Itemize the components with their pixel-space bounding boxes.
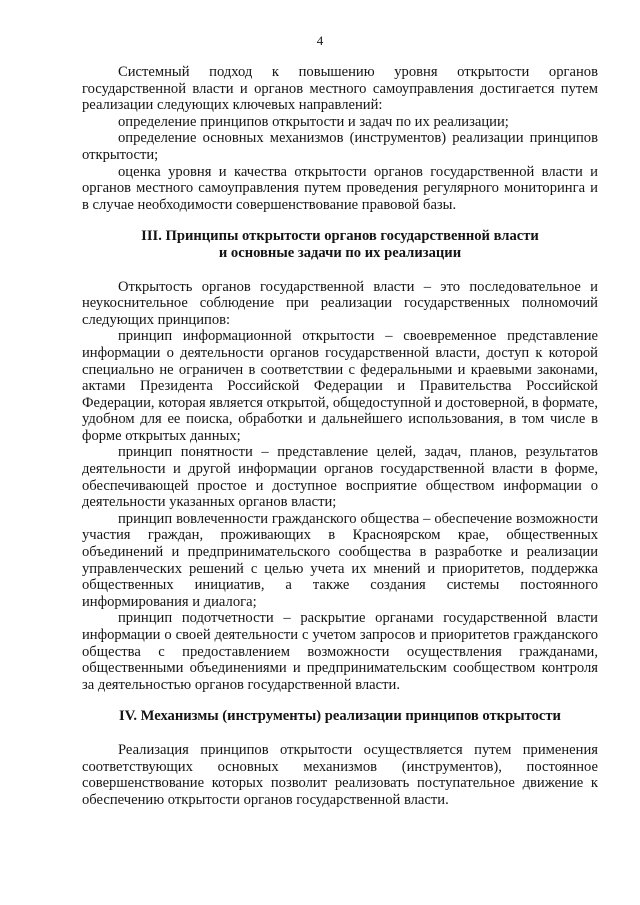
spacer	[82, 213, 598, 228]
section-3-lead-paragraph: Открытость органов государственной власти – это последовательное и неукоснительное соблюдение при реализации государственных полномочий следующих принципов:	[82, 278, 598, 328]
principle-clarity: принцип понятности – представление целей, задач, планов, результатов деятельности и другой информации органов государственной власти в форме, обеспечивающей простое и доступное восприятие обществом информации о деятельности указанных органов власти;	[82, 444, 598, 511]
intro-paragraph: Системный подход к повышению уровня открытости органов государственной власти и органов местного самоуправления достигается путем реализации следующих ключевых направлений:	[82, 64, 598, 114]
spacer	[82, 693, 598, 708]
principle-civil-society-involvement: принцип вовлеченности гражданского общества – обеспечение возможности участия граждан, проживающих в Красноярском крае, общественных объединений и предпринимательского сообщества в разработке и реализации управленческих решений с целью учета их мнений и приоритетов, поддержка общественных инициатив, а также создания системы постоянного информирования и диалога;	[82, 510, 598, 610]
section-4-paragraph: Реализация принципов открытости осуществляется путем применения соответствующих основных механизмов (инструментов), постоянное совершенствование которых позволит реализовать поступательное движение к обеспечению открытости органов государственной власти.	[82, 741, 598, 808]
intro-item-3: оценка уровня и качества открытости органов государственной власти и органов местного самоуправления путем проведения регулярного мониторинга и в случае необходимости совершенствование правовой базы.	[82, 163, 598, 213]
intro-item-2: определение основных механизмов (инструментов) реализации принципов открытости;	[82, 130, 598, 163]
spacer	[82, 725, 598, 742]
section-3-heading	[82, 228, 598, 261]
document-body	[82, 64, 598, 808]
principle-accountability: принцип подотчетности – раскрытие органами государственной власти информации о своей деятельности с учетом запросов и приоритетов гражданского общества с предоставлением возможности осуществления гражданами, общественными объединениями и предпринимательским сообществом контроля за деятельностью органов государственной власти.	[82, 610, 598, 693]
spacer	[82, 262, 598, 279]
intro-item-1: определение принципов открытости и задач по их реализации;	[118, 113, 509, 130]
principle-information-openness: принцип информационной открытости – своевременное представление информации о деятельности органов государственной власти, доступ к которой специально не ограничен в соответствии с федеральными и краевыми законами, актами Президента Российской Федерации и Правительства Российской Федерации, которая является открытой, общедоступной и достоверной, в формате, удобном для ее поиска, обработки и дальнейшего использования, в том числе в форме открытых данных;	[82, 328, 598, 444]
section-3-heading-line-2: и основные задачи по их реализации	[218, 244, 462, 261]
page-number: 4	[316, 33, 324, 48]
section-4-heading: IV. Механизмы (инструменты) реализации принципов открытости	[119, 708, 561, 725]
section-3-heading-line-1: III. Принципы открытости органов государственной власти	[141, 228, 539, 245]
